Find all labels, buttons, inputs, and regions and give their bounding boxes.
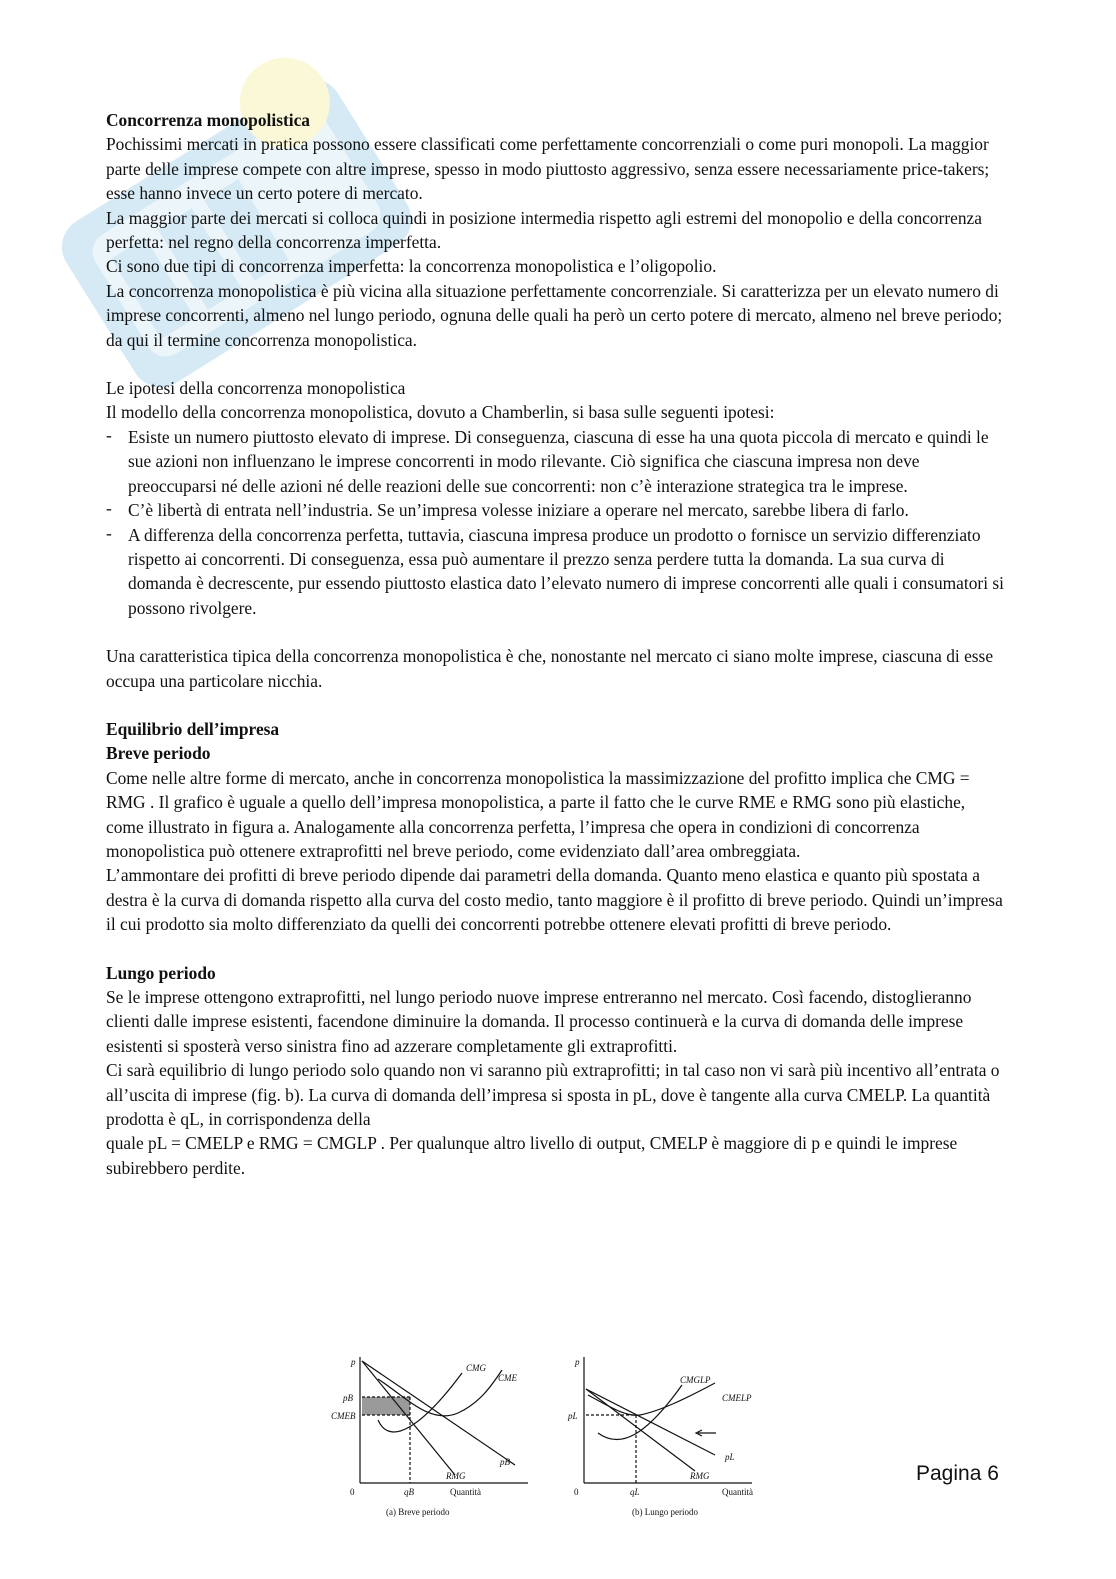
caption-a: (a) Breve periodo	[386, 1507, 450, 1517]
cme-label: CME	[498, 1373, 517, 1383]
demand-curve	[586, 1389, 715, 1455]
figure-cost-curves	[330, 1345, 780, 1525]
pb-label: pB	[343, 1393, 353, 1403]
paragraph: Se le imprese ottengono extraprofitti, nel lungo periodo nuove imprese entreranno nel mercato. Così facendo, distoglieranno clienti dalle imprese esistenti, facendone diminuire la domanda. Il processo continuerà e la curva di domanda delle imprese esistenti si sposterà verso sinistra fino ad azzerare completamente gli extraprofitti.	[106, 987, 972, 1056]
y-axis-label: p	[575, 1357, 580, 1367]
x-axis-label: Quantità	[722, 1487, 753, 1497]
paragraph: La maggior parte dei mercati si colloca quindi in posizione intermedia rispetto agli estremi del monopolio e della concorrenza perfetta: nel regno della concorrenza imperfetta.	[106, 207, 982, 253]
paragraph: La concorrenza monopolistica è più vicina alla situazione perfettamente concorrenziale. Si caratterizza per un elevato numero di imprese concorrenti, almeno nel lungo periodo, ognuna delle quali ha però un certo potere di mercato, almeno nel breve periodo; da qui il termine concorrenza monopolistica.	[106, 280, 1003, 350]
section-title: Concorrenza monopolistica	[106, 110, 311, 130]
paragraph: Ci sarà equilibrio di lungo periodo solo quando non vi saranno più extraprofitti; in tal caso non vi sarà più incentivo all’entrata o all’uscita di imprese (fig. b). La curva di domanda dell’impresa si sposta in pL, dove è tangente alla curva CMELP. La quantità prodotta è qL, in corrispondenza della	[106, 1060, 1000, 1130]
document-body	[106, 108, 1006, 1180]
section-title: Equilibrio dell’impresa	[106, 718, 280, 739]
profit-area	[362, 1397, 410, 1415]
paragraph: Ci sono due tipi di concorrenza imperfetta: la concorrenza monopolistica e l’oligopolio.	[106, 256, 717, 277]
paragraph: Una caratteristica tipica della concorrenza monopolistica è che, nonostante nel mercato ci siano molte imprese, ciascuna di esse occupa una particolare nicchia.	[106, 646, 994, 691]
demand-label: pB	[500, 1457, 510, 1467]
cmelp-label: CMELP	[722, 1393, 752, 1403]
list-item: - C’è libertà di entrata nell’industria. Se un’impresa volesse iniziare a operare nel mercato, sarebbe libera di farlo.	[106, 498, 1006, 522]
rmg-label: RMG	[690, 1471, 710, 1481]
y-axis-label: p	[351, 1357, 356, 1367]
paragraph: Come nelle altre forme di mercato, anche in concorrenza monopolistica la massimizzazione del profitto implica che CMG = RMG . Il grafico è uguale a quello dell’impresa monopolistica, a parte il fatto che le curve RME e RMG sono più elastiche, come illustrato in figura a. Analogamente alla concorrenza perfetta, l’impresa che opera in condizioni di concorrenza monopolistica può ottenere extraprofitti nel breve periodo, come evidenziato dall’area ombreggiata.	[106, 767, 970, 861]
rmg-curve	[362, 1361, 455, 1475]
rmg-label: RMG	[446, 1471, 466, 1481]
caption-b: (b) Lungo periodo	[632, 1507, 698, 1517]
ql-label: qL	[630, 1487, 640, 1497]
paragraph: Il modello della concorrenza monopolistica, dovuto a Chamberlin, si basa sulle seguenti ipotesi:	[106, 402, 775, 423]
origin-label: 0	[574, 1487, 579, 1497]
paragraph: Pochissimi mercati in pratica possono essere classificati come perfettamente concorrenziali o come puri monopoli. La maggior parte delle imprese compete con altre imprese, spesso in modo piuttosto aggressivo, senza essere necessariamente price-takers; esse hanno invece un certo potere di mercato.	[106, 134, 990, 204]
pl-label: pL	[568, 1411, 578, 1421]
cmeb-label: CMEB	[331, 1411, 356, 1421]
graph-long-run	[584, 1357, 752, 1483]
origin-label: 0	[350, 1487, 355, 1497]
page-number: Pagina 6	[916, 1462, 999, 1485]
cmglp-label: CMGLP	[680, 1375, 711, 1385]
subsection-title: Breve periodo	[106, 743, 211, 764]
list-item: - A differenza della concorrenza perfetta, tuttavia, ciascuna impresa produce un prodotto o fornisce un servizio differenziato rispetto ai concorrenti. Di conseguenza, essa può aumentare il prezzo senza perdere tutta la domanda. La sua curva di domanda è decrescente, pur essendo piuttosto elastica dato l’elevato numero di imprese concorrenti alle quali i consumatori si possono rivolgere.	[106, 523, 1006, 621]
demand-label: pL	[725, 1452, 735, 1462]
hypotheses-list	[106, 425, 1006, 620]
qb-label: qB	[404, 1487, 414, 1497]
x-axis-label: Quantità	[450, 1487, 481, 1497]
section-title: Le ipotesi della concorrenza monopolistica	[106, 378, 406, 399]
list-item: - Esiste un numero piuttosto elevato di imprese. Di conseguenza, ciascuna di esse ha una quota piccola di mercato e quindi le sue azioni non influenzano le imprese concorrenti in modo rilevante. Ciò significa che ciascuna impresa non deve preoccuparsi né delle azioni né delle reazioni delle sue concorrenti: non c’è interazione strategica tra le imprese.	[106, 425, 1006, 498]
subsection-title: Lungo periodo	[106, 962, 216, 983]
paragraph: quale pL = CMELP e RMG = CMGLP . Per qualunque altro livello di output, CMELP è maggiore di p e quindi le imprese subirebbero perdite.	[106, 1133, 958, 1178]
cmg-label: CMG	[466, 1363, 486, 1373]
paragraph: L’ammontare dei profitti di breve periodo dipende dai parametri della domanda. Quanto meno elastica e quanto più spostata a destra è la curva di domanda rispetto alla curva del costo medio, tanto maggiore è il profitto di breve periodo. Quindi un’impresa il cui prodotto sia molto differenziato da quelli dei concorrenti potrebbe ottenere elevati profitti di breve periodo.	[106, 865, 1003, 935]
